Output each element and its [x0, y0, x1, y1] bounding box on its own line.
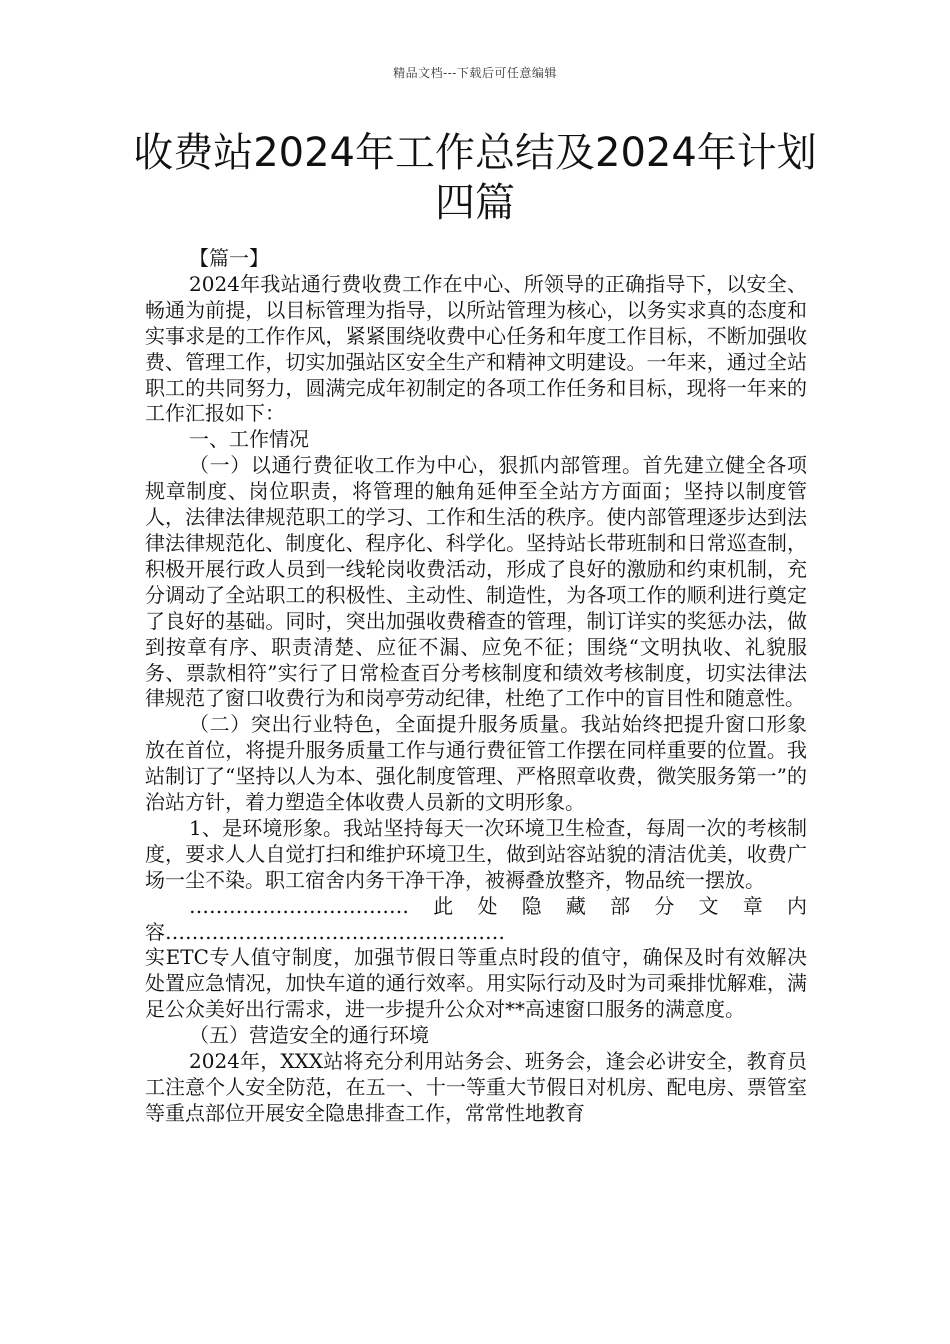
paragraph-environment-image: 1、是环境形象。我站坚持每天一次环境卫生检查，每周一次的考核制度，要求人人自觉打扫和维护环境卫生，做到站容站貌的清洁优美，收费广场一尘不染。职工宿舍内务干净干净，被褥叠放整齐，物品统一摆放。 — [145, 815, 807, 892]
section-tag: 【篇一】 — [189, 246, 269, 270]
page-header: 精品文档---下载后可任意编辑 — [393, 66, 557, 80]
document-body — [145, 246, 807, 1127]
paragraph-internal-management: （一）以通行费征收工作为中心，狠抓内部管理。首先建立健全各项规章制度、岗位职责，将管理的触角延伸至全站方方面面；坚持以制度管人，法律法律规范职工的学习、工作和生活的秩序。使内部管理逐步达到法律法律规范化、制度化、程序化、科学化。坚持站长带班制和日常巡查制，积极开展行政人员到一线轮岗收费活动，形成了良好的激励和约束机制，充分调动了全站职工的积极性、主动性、制造性，为各项工作的顺利进行奠定了良好的基础。同时，突出加强收费稽查的管理，制订详实的奖惩办法，做到按章有序、职责清楚、应征不漏、应免不征；围绕“文明执收、礼貌服务、票款相符”实行了日常检查百分考核制度和绩效考核制度，切实法律法律规范了窗口收费行为和岗亭劳动纪律，杜绝了工作中的盲目性和随意性。 — [145, 453, 807, 711]
document-title: 收费站2024年工作总结及2024年计划四篇 — [133, 130, 817, 226]
paragraph-intro: 2024年我站通行费收费工作在中心、所领导的正确指导下，以安全、畅通为前提，以目标管理为指导，以所站管理为核心，以务实求真的态度和实事求是的工作作风，紧紧围绕收费中心任务和年度工作目标，不断加强收费、管理工作，切实加强站区安全生产和精神文明建设。一年来，通过全站职工的共同努力，圆满完成年初制定的各项工作任务和目标，现将一年来的工作汇报如下： — [145, 271, 807, 426]
paragraph-etc-duty: 实ETC专人值守制度，加强节假日等重点时段的值守，确保及时有效解决处置应急情况，加快车道的通行效率。用实际行动及时为司乘排忧解难，满足公众美好出行需求，进一步提升公众对**高速窗口服务的满意度。 — [145, 945, 807, 1022]
heading-safe-environment: （五）营造安全的通行环境 — [189, 1023, 429, 1048]
paragraph-service-quality: （二）突出行业特色，全面提升服务质量。我站始终把提升窗口形象放在首位，将提升服务质量工作与通行费征管工作摆在同样重要的位置。我站制订了“坚持以人为本、强化制度管理、严格照章收费，微笑服务第一”的治站方针，着力塑造全体收费人员新的文明形象。 — [145, 712, 807, 815]
heading-work-status: 一、工作情况 — [189, 427, 309, 452]
hidden-content-marker: ……………………………此处隐藏部分文章内容…………………………………………… — [145, 893, 807, 944]
paragraph-safety-plan: 2024年，XXX站将充分利用站务会、班务会，逢会必讲安全，教育员工注意个人安全防范，在五一、十一等重大节假日对机房、配电房、票管室等重点部位开展安全隐患排查工作，常常性地教育 — [145, 1049, 807, 1125]
